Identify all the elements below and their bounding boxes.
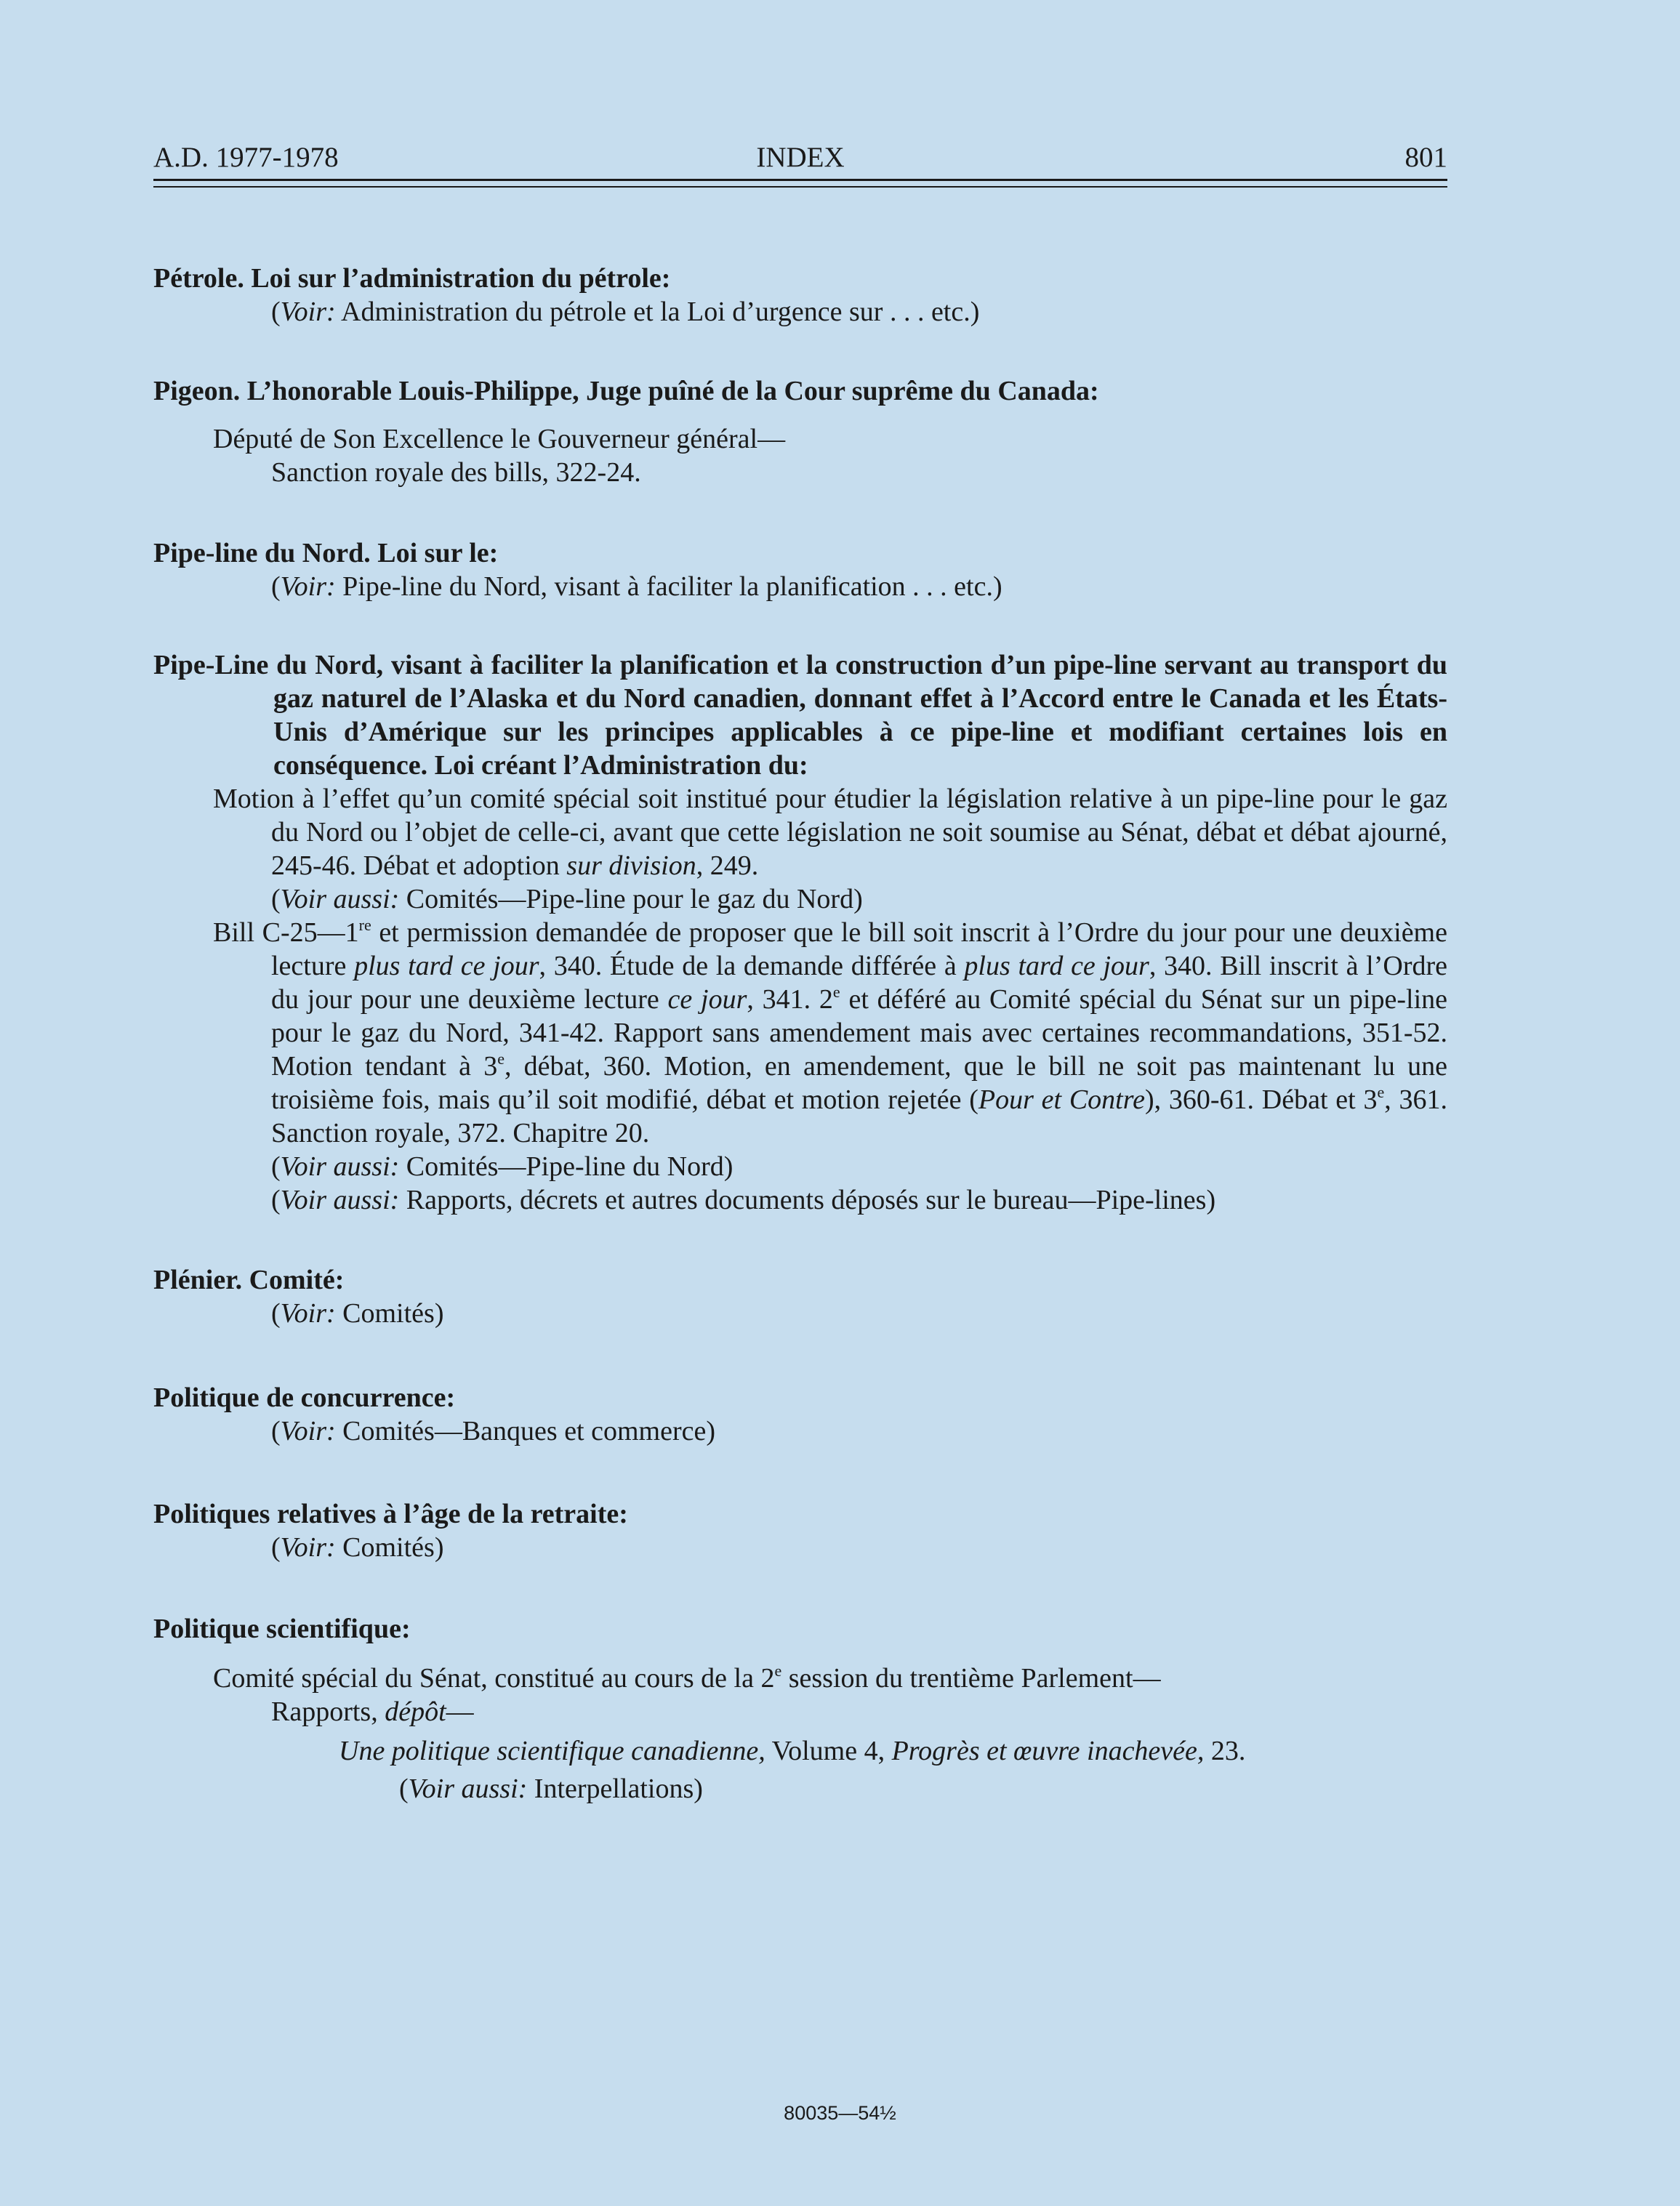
cross-reference: (Voir aussi: Interpellations) <box>399 1774 703 1804</box>
subentry: Comité spécial du Sénat, constitué au cours de la 2e session du trentième Parlement— <box>213 1662 1161 1694</box>
entry-heading: Politique de concurrence: <box>153 1382 456 1413</box>
entry-pipeline-administration <box>153 648 1447 1217</box>
running-head <box>153 141 1447 177</box>
cross-reference: (Voir: Comités—Banques et commerce) <box>271 1416 716 1446</box>
entry-retraite <box>153 1497 1447 1564</box>
cross-reference: (Voir: Administration du pétrole et la Loi d’urgence sur . . . etc.) <box>271 297 980 327</box>
entry-heading: Pétrole. Loi sur l’administration du pétrole: <box>153 263 671 294</box>
page-number: 801 <box>1404 142 1447 173</box>
subentry: Une politique scientifique canadienne, Volume 4, Progrès et œuvre inachevée, 23. <box>339 1736 1246 1766</box>
subentry-bill: Bill C-25—1re et permission demandée de proposer que le bill soit inscrit à l’Ordre du jour pour une deuxième lecture plus tard ce jour, 340. Étude de la demande différée à plus tard ce jour, 340. Bill inscrit à l’Ordre du jour pour une deuxième lecture ce jour, 341. 2e et déféré au Comité spécial du Sénat sur un pipe-line pour le gaz du Nord, 341-42. Rapport sans amendement mais avec certaines recommandations, 351-52. Motion tendant à 3e, débat, 360. Motion, en amendement, que le bill ne soit pas maintenant lu une troisième fois, mais qu’il soit modifié, débat et motion rejetée (Pour et Contre), 360-61. Débat et 3e, 361. Sanction royale, 372. Chapitre 20. <box>213 916 1448 1148</box>
cross-reference: (Voir: Pipe-line du Nord, visant à faciliter la planification . . . etc.) <box>271 571 1002 602</box>
header-rule-bottom <box>153 186 1447 188</box>
entry-heading: Plénier. Comité: <box>153 1265 345 1295</box>
cross-reference: (Voir aussi: Comités—Pipe-line pour le gaz du Nord) <box>271 884 863 914</box>
subentry: Sanction royale des bills, 322-24. <box>271 457 641 488</box>
subentry: Rapports, dépôt— <box>271 1696 474 1727</box>
running-head-years: A.D. 1977-1978 <box>153 142 339 173</box>
entry-pipeline-loi <box>153 536 1447 603</box>
entry-heading: Pigeon. L’honorable Louis-Philippe, Juge puîné de la Cour suprême du Canada: <box>153 376 1099 406</box>
header-rule-top <box>153 179 1447 181</box>
subentry-motion: Motion à l’effet qu’un comité spécial soit institué pour étudier la législation relative à un pipe-line pour le gaz du Nord ou l’objet de celle-ci, avant que cette législation ne soit soumise au Sénat, débat et débat ajourné, 245-46. Débat et adoption sur division, 249. <box>213 784 1447 881</box>
entry-heading: Pipe-line du Nord. Loi sur le: <box>153 538 499 568</box>
cross-reference: (Voir: Comités) <box>271 1532 444 1563</box>
entry-concurrence <box>153 1381 1447 1448</box>
subentry: Député de Son Excellence le Gouverneur général— <box>213 424 786 454</box>
entry-pigeon <box>153 374 1447 489</box>
entry-heading: Pipe-Line du Nord, visant à faciliter la planification et la construction d’un pipe-line servant au transport du gaz naturel de l’Alaska et du Nord canadien, donnant effet à l’Accord entre le Canada et les États-Unis d’Amérique sur les principes applicables à ce pipe-line et modifiant certaines lois en conséquence. Loi créant l’Administration du: <box>153 650 1447 781</box>
entry-heading: Politique scientifique: <box>153 1614 411 1644</box>
entry-scientifique <box>153 1612 1447 1806</box>
entry-plenier <box>153 1263 1447 1330</box>
printer-footer-code: 80035—54½ <box>784 2102 896 2124</box>
entry-petrole <box>153 262 1447 329</box>
cross-reference: (Voir aussi: Comités—Pipe-line du Nord) <box>271 1151 734 1182</box>
index-content <box>153 262 1447 1806</box>
cross-reference: (Voir: Comités) <box>271 1298 444 1329</box>
entry-heading: Politiques relatives à l’âge de la retraite: <box>153 1499 628 1529</box>
cross-reference: (Voir aussi: Rapports, décrets et autres documents déposés sur le bureau—Pipe-lines) <box>271 1185 1216 1215</box>
running-head-title: INDEX <box>756 142 845 173</box>
